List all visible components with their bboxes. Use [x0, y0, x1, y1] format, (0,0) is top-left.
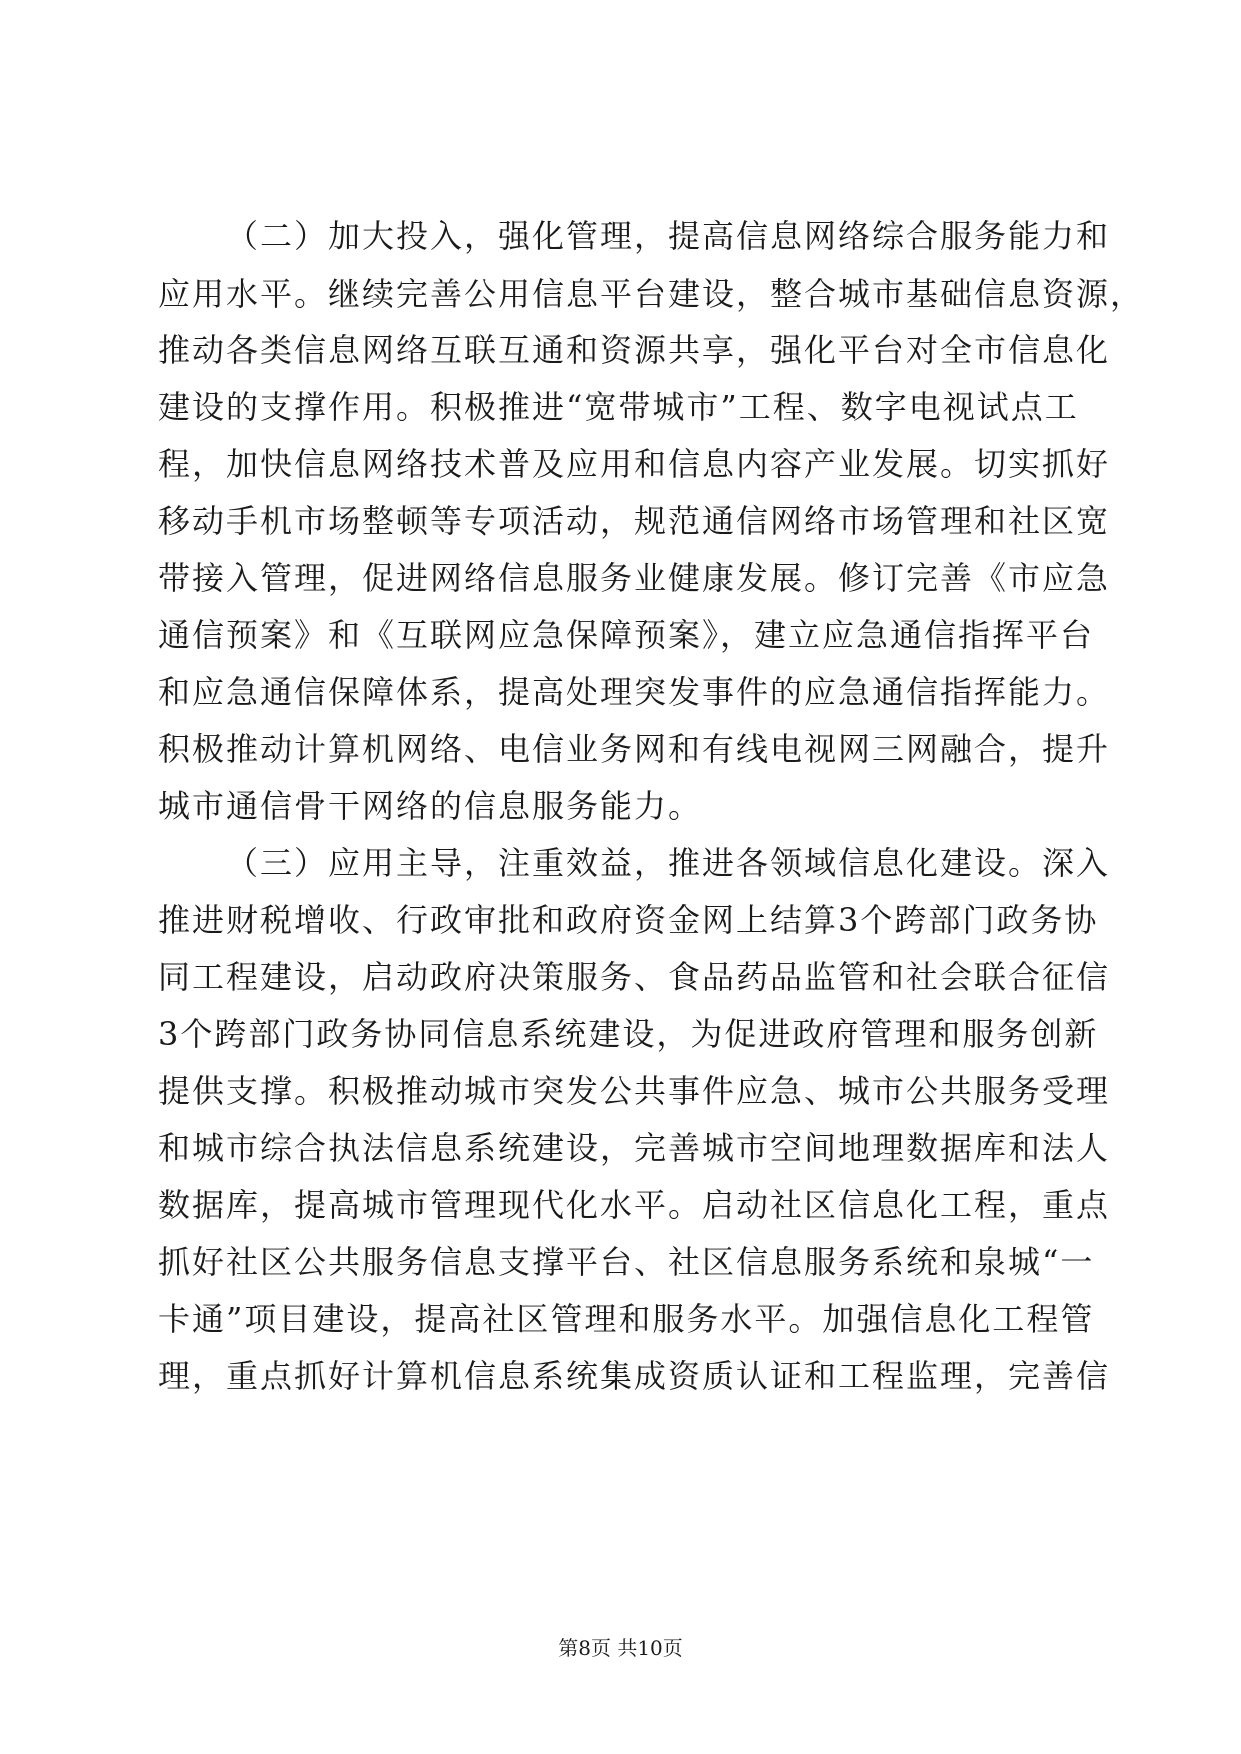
text-line: 应用水平。继续完善公用信息平台建设，整合城市基础信息资源，	[158, 275, 1145, 313]
text-line: 卡通”项目建设，提高社区管理和服务水平。加强信息化工程管	[158, 1300, 1095, 1338]
text-line: 和城市综合执法信息系统建设，完善城市空间地理数据库和法人	[158, 1129, 1111, 1167]
text-line: 理，重点抓好计算机信息系统集成资质认证和工程监理，完善信	[158, 1357, 1111, 1395]
text-line: 数据库，提高城市管理现代化水平。启动社区信息化工程，重点	[158, 1186, 1111, 1224]
text-line: 和应急通信保障体系，提高处理突发事件的应急通信指挥能力。	[158, 673, 1111, 711]
text-line: （二）加大投入，强化管理，提高信息网络综合服务能力和	[226, 217, 1111, 255]
text-line: 移动手机市场整顿等专项活动，规范通信网络市场管理和社区宽	[158, 502, 1111, 540]
text-line: 通信预案》和《互联网应急保障预案》，建立应急通信指挥平台	[158, 616, 1095, 654]
text-line: 推进财税增收、行政审批和政府资金网上结算3个跨部门政务协	[158, 901, 1099, 939]
text-line: 抓好社区公共服务信息支撑平台、社区信息服务系统和泉城“一	[158, 1243, 1095, 1281]
text-line: 带接入管理，促进网络信息服务业健康发展。修订完善《市应急	[158, 559, 1111, 597]
text-line: （三）应用主导，注重效益，推进各领域信息化建设。深入	[226, 844, 1111, 882]
text-line: 同工程建设，启动政府决策服务、食品药品监管和社会联合征信	[158, 958, 1111, 996]
text-line: 城市通信骨干网络的信息服务能力。	[158, 787, 703, 825]
text-line: 建设的支撑作用。积极推进“宽带城市”工程、数字电视试点工	[158, 388, 1079, 426]
text-line: 积极推动计算机网络、电信业务网和有线电视网三网融合，提升	[158, 730, 1111, 768]
page-number-footer: 第8页 共10页	[558, 1636, 683, 1660]
text-line: 推动各类信息网络互联互通和资源共享，强化平台对全市信息化	[158, 331, 1111, 369]
text-line: 提供支撑。积极推动城市突发公共事件应急、城市公共服务受理	[158, 1072, 1111, 1110]
text-line: 3个跨部门政务协同信息系统建设，为促进政府管理和服务创新	[158, 1015, 1099, 1053]
text-line: 程，加快信息网络技术普及应用和信息内容产业发展。切实抓好	[158, 445, 1111, 483]
